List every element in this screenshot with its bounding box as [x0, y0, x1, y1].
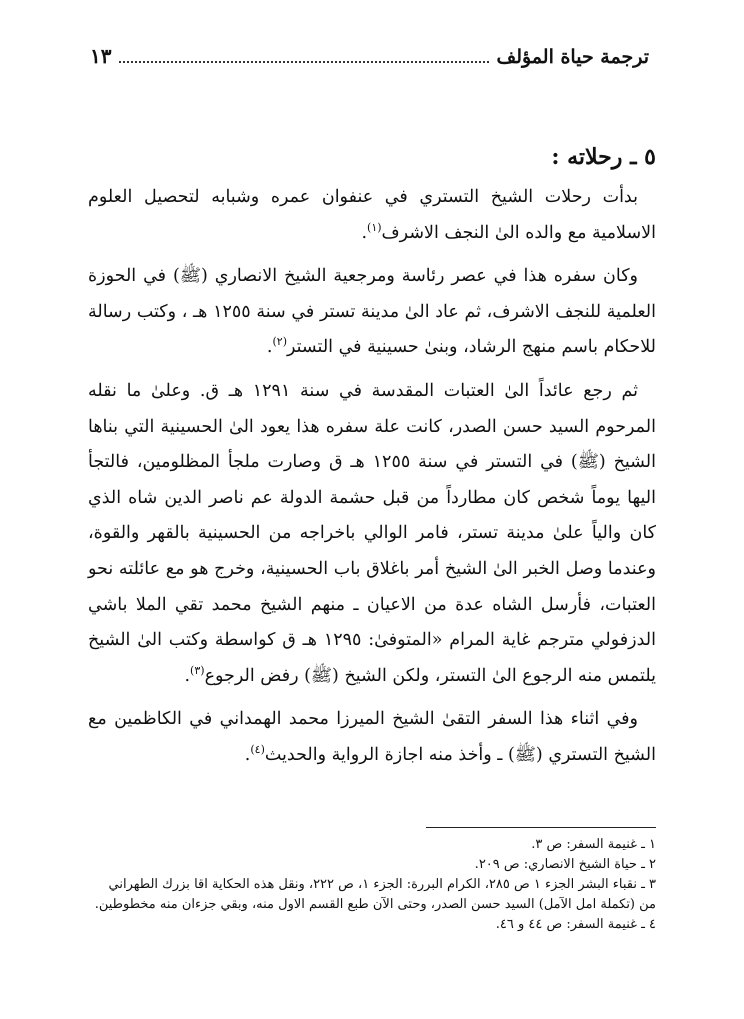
paragraph [88, 374, 656, 694]
running-header [90, 44, 649, 74]
footnote-item: ٢ ـ حياة الشيخ الانصاري: ص ٢٠٩. [474, 857, 656, 872]
footnote-marker: (٣) [190, 663, 205, 677]
footnote-divider [426, 827, 656, 828]
paragraph [88, 702, 656, 773]
paragraph [88, 180, 656, 251]
paragraph-text: بدأت رحلات الشيخ التستري في عنفوان عمره وشبابه لتحصيل العلوم الاسلامية مع والده الىٰ النجف الاشرف [88, 187, 656, 243]
paragraph-text: وكان سفره هذا في عصر رئاسة ومرجعية الشيخ الانصاري (ﷺ) في الحوزة العلمية للنجف الاشرف، ثم عاد الىٰ مدينة تستر في سنة ١٢٥٥ هـ ، وكتب رسالة للاحكام باسم منهج الرشاد، وبنىٰ حسينية في التستر [88, 266, 656, 358]
page-number: ١٣ [90, 44, 112, 68]
section-heading: ٥ ـ رحلاته : [551, 144, 656, 170]
footnote-item: ٤ ـ غنيمة السفر: ص ٤٤ و ٤٦. [495, 917, 656, 932]
paragraph-tail: . [361, 222, 368, 243]
footnote-marker: (١) [367, 220, 382, 234]
header-dotted-leader [119, 47, 488, 63]
footnote-item: ١ ـ غنيمة السفر: ص ٣. [531, 837, 656, 852]
paragraph-tail: . [184, 665, 191, 686]
paragraph-text: وفي اثناء هذا السفر التقىٰ الشيخ الميرزا محمد الهمداني في الكاظمين مع الشيخ التستري (ﷺ) ـ وأخذ منه اجازة الرواية والحديث [88, 709, 656, 765]
paragraph-text: ثم رجع عائداً الىٰ العتبات المقدسة في سنة ١٢٩١ هـ ق. وعلىٰ ما نقله المرحوم السيد حسن الصدر، كانت علة سفره هذا يعود الىٰ الحسينية التي بناها الشيخ (ﷺ) في التستر في سنة ١٢٥٥ هـ ق وصارت ملجأ المظلومين، فالتجأ اليها يوماً شخص كان مطارداً من قبل حشمة الدولة عم ناصر الدين شاه الذي كان والياً علىٰ مدينة تستر، فامر الوالي باخراجه من الحسينية بالقهر والقوة، وعندما وصل الخبر الىٰ الشيخ أمر باغلاق باب الحسينية، وخرج هو مع عائلته نحو العتبات، فأرسل الشاه عدة من الاعيان ـ منهم الشيخ محمد تقي الملا باشي الدزفولي مترجم غاية المرام «المتوفىٰ: ١٢٩٥ هـ ق كواسطة وكتب الىٰ الشيخ يلتمس منه الرجوع الىٰ التستر، ولكن الشيخ (ﷺ) رفض الرجوع [88, 380, 656, 686]
paragraph [88, 259, 656, 366]
footnotes [88, 835, 656, 935]
footnote-marker: (٢) [272, 335, 287, 349]
paragraph-tail: . [266, 337, 273, 358]
body-text [88, 180, 656, 782]
footnote-marker: (٤) [250, 743, 265, 757]
paragraph-tail: . [244, 744, 251, 765]
running-header-title: ترجمة حياة المؤلف [496, 46, 649, 68]
footnote-item: ٣ ـ نقباء البشر الجزء ١ ص ٢٨٥، الكرام البررة: الجزء ١، ص ٢٢٢، ونقل هذه الحكاية اقا بزرك الطهراني من (تكملة امل الآمل) السيد حسن الصدر، وحتى الآن طبع القسم الاول منه، وبقي جزءان منه مخطوطين. [94, 877, 656, 912]
